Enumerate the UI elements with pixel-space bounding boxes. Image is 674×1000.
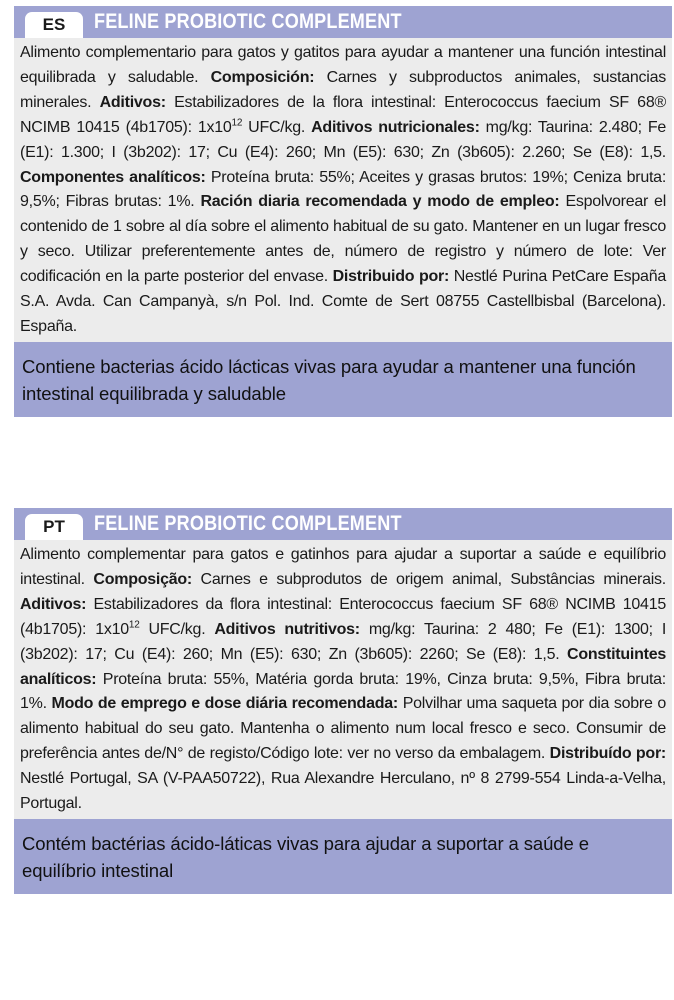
text-segment: Carnes y subproductos animales, sustancias minerales. — [20, 68, 667, 111]
spanish-claim: Contiene bacterias ácido lácticas vivas para ayudar a mantener una función intestinal equilibrada y saludable — [14, 342, 672, 417]
bold-heading: Modo de emprego e dose diária recomendada: — [51, 695, 398, 713]
bold-heading: Constituintes analíticos: — [20, 645, 666, 688]
superscript-exponent: 12 — [231, 117, 243, 129]
bold-heading: Composição: — [93, 570, 192, 588]
portuguese-ingredients-text — [14, 540, 672, 819]
superscript-exponent: 12 — [128, 619, 140, 631]
text-segment: UFC/kg. — [139, 620, 215, 638]
bold-heading: Aditivos: — [20, 595, 87, 613]
text-segment: Estabilizadores da flora intestinal: Enterococcus faecium SF 68® NCIMB 10415 (4b1705): 1x10 — [20, 595, 666, 638]
bold-heading: Aditivos nutritivos: — [214, 620, 360, 638]
bold-heading: Distribuido por: — [332, 268, 450, 286]
text-segment: Estabilizadores de la flora intestinal: Enterococcus faecium SF 68® NCIMB 10415 (4b1705): 1x10 — [20, 93, 667, 136]
portuguese-claim: Contém bactérias ácido-láticas vivas para ajudar a suportar a saúde e equilíbrio intestinal — [14, 819, 672, 894]
spanish-label-section — [14, 6, 672, 417]
portuguese-header-band — [14, 508, 672, 540]
text-segment: UFC/kg. — [242, 118, 312, 136]
language-badge-es: ES — [25, 12, 83, 38]
portuguese-label-section — [14, 508, 672, 894]
spanish-header-band — [14, 6, 672, 38]
bold-heading: Aditivos: — [99, 93, 166, 111]
bold-heading: Ración diaria recomendada y modo de empleo: — [200, 193, 560, 211]
text-segment: Alimento complementar para gatos e gatinhos para ajudar a suportar a saúde e equilíbrio intestinal. — [20, 546, 666, 588]
text-segment: Espolvorear el contenido de 1 sobre al día sobre el alimento habitual de su gato. Mantener en un lugar fresco y seco. Utilizar preferentemente antes de, número de registro y número de lote: Ver codificación en la parte posterior del envase. — [20, 193, 666, 286]
product-title-pt: FELINE PROBIOTIC COMPLEMENT — [94, 512, 402, 535]
bold-heading: Componentes analíticos: — [20, 168, 206, 186]
text-segment: Proteína bruta: 55%; Aceites y grasas brutos: 19%; Ceniza bruta: 9,5%; Fibras brutas: 1%. — [20, 168, 667, 211]
text-segment: mg/kg: Taurina: 2.480; Fe (E1): 1.300; I (3b202): 17; Cu (E4): 260; Mn (E5): 630; Zn (3b605): 2.260; Se (E8): 1,5. — [20, 118, 667, 161]
language-badge-pt: PT — [25, 514, 83, 540]
text-segment: Alimento complementario para gatos y gatitos para ayudar a mantener una función intestinal equilibrada y saludable. — [20, 44, 666, 86]
spanish-ingredients-text — [14, 38, 672, 342]
bold-heading: Distribuído por: — [549, 745, 667, 763]
text-segment: Carnes e subprodutos de origem animal, Substâncias minerais. — [191, 570, 666, 588]
bold-heading: Aditivos nutricionales: — [311, 118, 480, 136]
text-segment: Polvilhar uma saqueta por dia sobre o alimento habitual do seu gato. Mantenha o alimento num local fresco e seco. Consumir de preferência antes de/N° de registo/Código lote: ver no verso da embalagem. — [20, 695, 667, 763]
text-segment: Proteína bruta: 55%, Matéria gorda bruta: 19%, Cinza bruta: 9,5%, Fibra bruta: 1%. — [20, 670, 666, 713]
bold-heading: Composición: — [210, 68, 315, 86]
text-segment: mg/kg: Taurina: 2 480; Fe (E1): 1300; I (3b202): 17; Cu (E4): 260; Mn (E5): 630; Zn (3b605): 2260; Se (E8): 1,5. — [20, 620, 667, 663]
text-segment: Nestlé Portugal, SA (V-PAA50722), Rua Alexandre Herculano, nº 8 2799-554 Linda-a-Velha, Portugal. — [20, 770, 666, 813]
text-segment: Nestlé Purina PetCare España S.A. Avda. Can Campanyà, s/n Pol. Ind. Comte de Sert 08755 Castellbisbal (Barcelona). España. — [20, 268, 667, 335]
product-title-es: FELINE PROBIOTIC COMPLEMENT — [94, 10, 402, 33]
